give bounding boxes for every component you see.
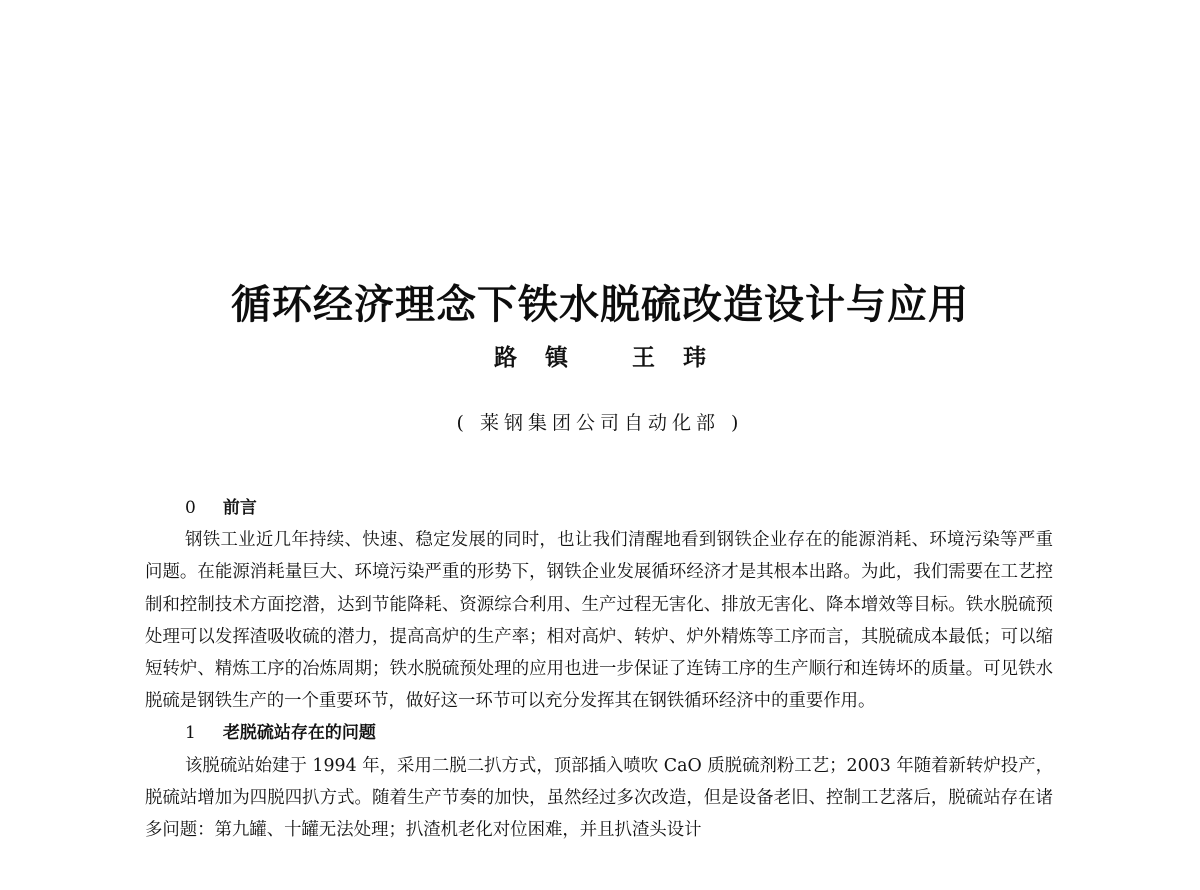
section-paragraph: 该脱硫站始建于 1994 年，采用二脱二扒方式，顶部插入喷吹 CaO 质脱硫剂粉工艺；2003 年随着新转炉投产，脱硫站增加为四脱四扒方式。随着生产节奏的加快，虽然经过多次改造，但是设备老旧、控制工艺落后，脱硫站存在诸多问题：第九罐、十罐无法处理；扒渣机老化对位困难，并且扒渣头设计 bbox=[145, 755, 1053, 841]
paper-title: 循环经济理念下铁水脱硫改造设计与应用 bbox=[231, 281, 969, 328]
section-paragraph: 钢铁工业近几年持续、快速、稳定发展的同时，也让我们清醒地看到钢铁企业存在的能源消耗、环境污染等严重问题。在能源消耗量巨大、环境污染严重的形势下，钢铁企业发展循环经济才是其根本出路。为此，我们需要在工艺控制和控制技术方面挖潜，达到节能降耗、资源综合利用、生产过程无害化、排放无害化、降本增效等目标。铁水脱硫预处理可以发挥渣吸收硫的潜力，提高高炉的生产率；相对高炉、转炉、炉外精炼等工序而言，其脱硫成本最低；可以缩短转炉、精炼工序的冶炼周期；铁水脱硫预处理的应用也进一步保证了连铸工序的生产顺行和连铸坏的质量。可见铁水脱硫是钢铁生产的一个重要环节，做好这一环节可以充分发挥其在钢铁循环经济中的重要作用。 bbox=[145, 530, 1053, 712]
section-title: 前言 bbox=[222, 498, 257, 518]
paper-body bbox=[145, 492, 1053, 846]
section-heading bbox=[145, 717, 1053, 749]
section-heading bbox=[145, 492, 1053, 524]
section-number: 1 bbox=[185, 723, 196, 744]
paper-affiliation: ( 莱钢集团公司自动化部 ) bbox=[456, 412, 744, 434]
section-number: 0 bbox=[185, 498, 196, 518]
section-title: 老脱硫站存在的问题 bbox=[222, 723, 376, 744]
paper-authors: 路镇 王玮 bbox=[493, 345, 734, 371]
